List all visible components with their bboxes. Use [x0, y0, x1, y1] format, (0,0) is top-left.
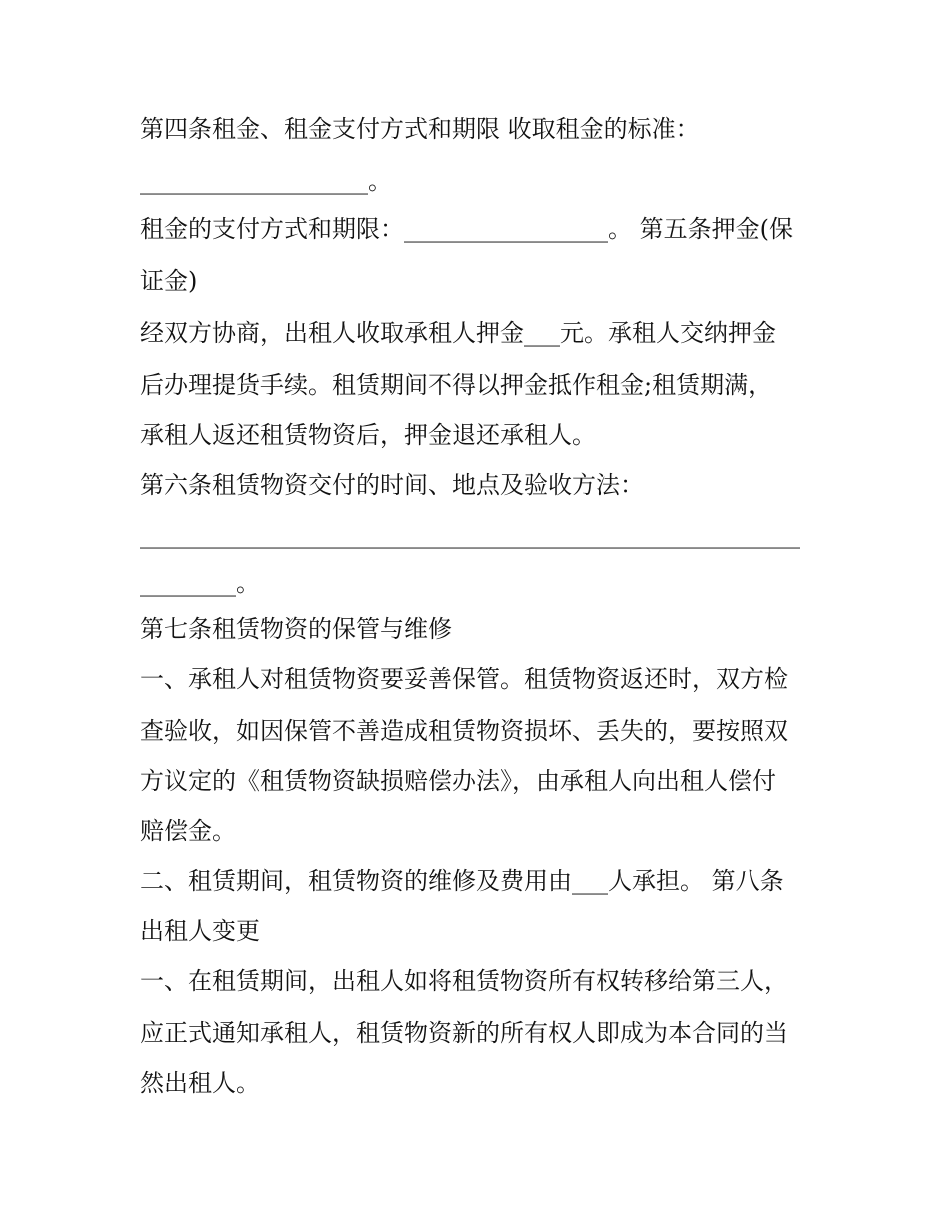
text-line: 第六条租赁物资交付的时间、地点及验收方法：: [140, 471, 644, 499]
text-line: 然出租人。: [140, 1069, 260, 1097]
text-line: 后办理提货手续。租赁期间不得以押金抵作租金;租赁期满，: [140, 371, 773, 399]
text-line: 一、承租人对租赁物资要妥善保管。租赁物资返还时，双方检: [140, 665, 788, 693]
text-line: 证金): [140, 267, 198, 295]
text-line: 查验收，如因保管不善造成租赁物资损坏、丢失的，要按照双: [140, 717, 788, 745]
text-line: 租金的支付方式和期限：_________________。 第五条押金(保: [140, 215, 793, 243]
text-line: 承租人返还租赁物资后，押金退还承租人。: [140, 421, 596, 449]
text-line: 出租人变更: [140, 917, 260, 945]
text-line: 方议定的《租赁物资缺损赔偿办法》，由承租人向出租人偿付: [140, 767, 776, 795]
text-line: _______________________________________________________: [140, 521, 800, 549]
text-line: ________。: [140, 569, 260, 597]
text-line: 应正式通知承租人，租赁物资新的所有权人即成为本合同的当: [140, 1019, 788, 1047]
text-line: 第七条租赁物资的保管与维修: [140, 615, 452, 643]
text-line: ___________________。: [140, 167, 392, 195]
text-line: 二、租赁期间，租赁物资的维修及费用由___人承担。 第八条: [140, 867, 784, 895]
text-line: 第四条租金、租金支付方式和期限 收取租金的标准：: [140, 115, 700, 143]
text-line: 经双方协商，出租人收取承租人押金___元。承租人交纳押金: [140, 319, 776, 347]
text-line: 赔偿金。: [140, 817, 236, 845]
text-line: 一、在租赁期间，出租人如将租赁物资所有权转移给第三人，: [140, 967, 788, 995]
